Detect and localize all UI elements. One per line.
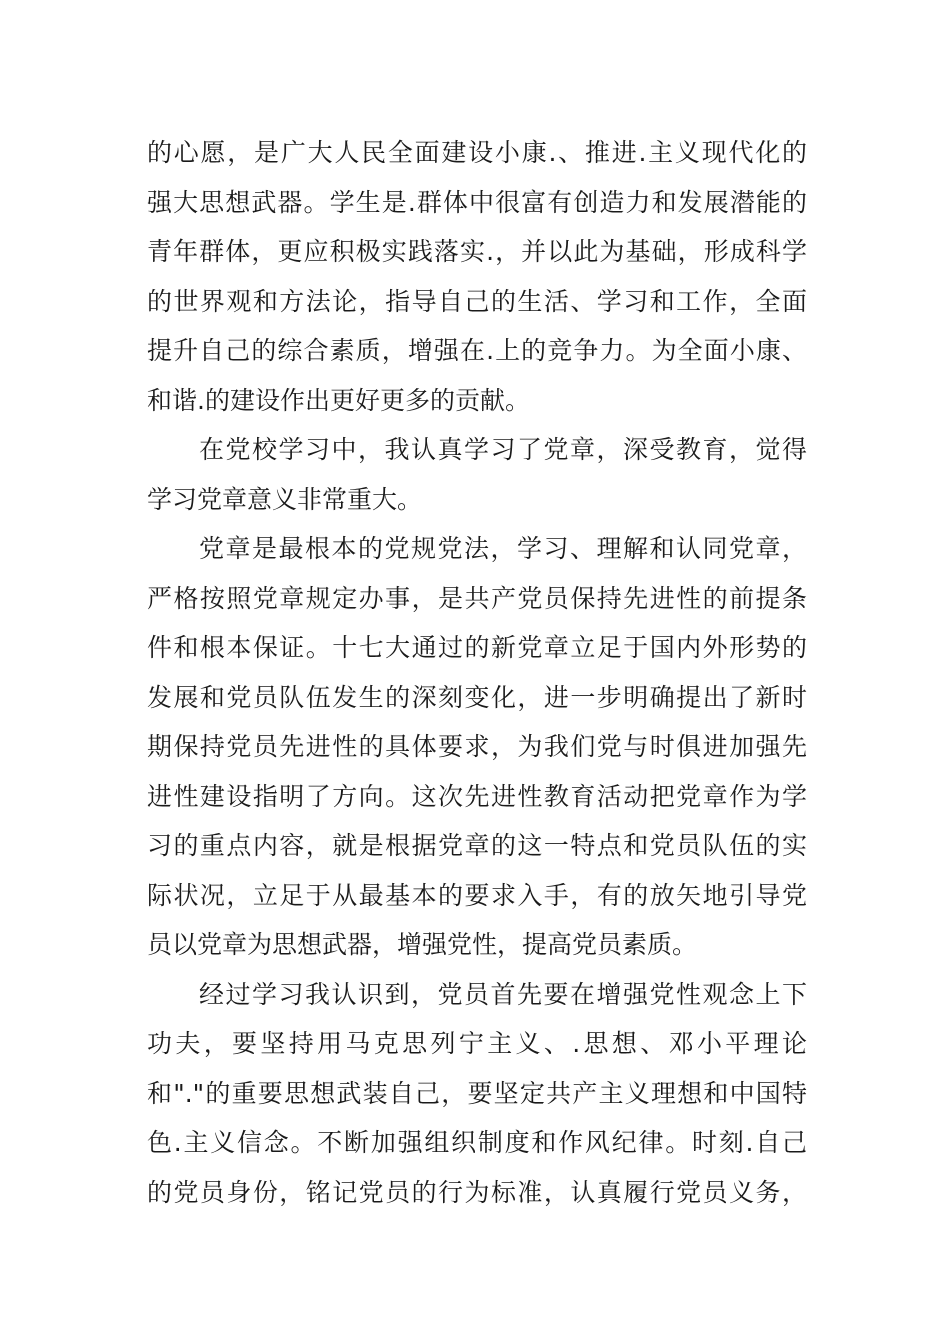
text-line: 强大思想武器。学生是.群体中很富有创造力和发展潜能的 bbox=[147, 187, 807, 217]
text-line: 功夫，要坚持用马克思列宁主义、.思想、邓小平理论 bbox=[147, 1029, 807, 1058]
text-line: 提升自己的综合素质，增强在.上的竞争力。为全面小康、 bbox=[147, 336, 807, 365]
text-line: 的心愿，是广大人民全面建设小康.、推进.主义现代化的 bbox=[147, 138, 807, 167]
body-text bbox=[147, 128, 807, 1217]
text-line: 和"."的重要思想武装自己，要坚定共产主义理想和中国特 bbox=[147, 1078, 807, 1108]
text-line: 的党员身份，铭记党员的行为标准，认真履行党员义务， bbox=[147, 1177, 807, 1207]
paragraph-first-line: 经过学习我认识到，党员首先要在增强党性观念上下 bbox=[199, 979, 807, 1009]
text-line: 员以党章为思想武器，增强党性，提高党员素质。 bbox=[147, 930, 698, 959]
text-line: 和谐.的建设作出更好更多的贡献。 bbox=[147, 385, 530, 415]
text-line: 青年群体，更应积极实践落实.，并以此为基础，形成科学 bbox=[147, 237, 807, 266]
text-line: 色.主义信念。不断加强组织制度和作风纪律。时刻.自己 bbox=[147, 1128, 807, 1157]
text-line: 发展和党员队伍发生的深刻变化，进一步明确提出了新时 bbox=[147, 682, 807, 712]
paragraph-first-line: 在党校学习中，我认真学习了党章，深受教育，觉得 bbox=[199, 435, 807, 464]
text-line: 件和根本保证。十七大通过的新党章立足于国内外形势的 bbox=[147, 633, 807, 662]
paragraph-first-line: 党章是最根本的党规党法，学习、理解和认同党章， bbox=[199, 534, 807, 563]
text-line: 学习党章意义非常重大。 bbox=[147, 484, 423, 514]
text-line: 际状况，立足于从最基本的要求入手，有的放矢地引导党 bbox=[147, 880, 807, 910]
text-line: 严格按照党章规定办事，是共产党员保持先进性的前提条 bbox=[147, 583, 807, 613]
text-line: 习的重点内容，就是根据党章的这一特点和党员队伍的实 bbox=[147, 831, 807, 860]
text-line: 期保持党员先进性的具体要求，为我们党与时俱进加强先 bbox=[147, 732, 807, 761]
text-line: 的世界观和方法论，指导自己的生活、学习和工作，全面 bbox=[147, 286, 807, 316]
text-line: 进性建设指明了方向。这次先进性教育活动把党章作为学 bbox=[147, 781, 807, 811]
